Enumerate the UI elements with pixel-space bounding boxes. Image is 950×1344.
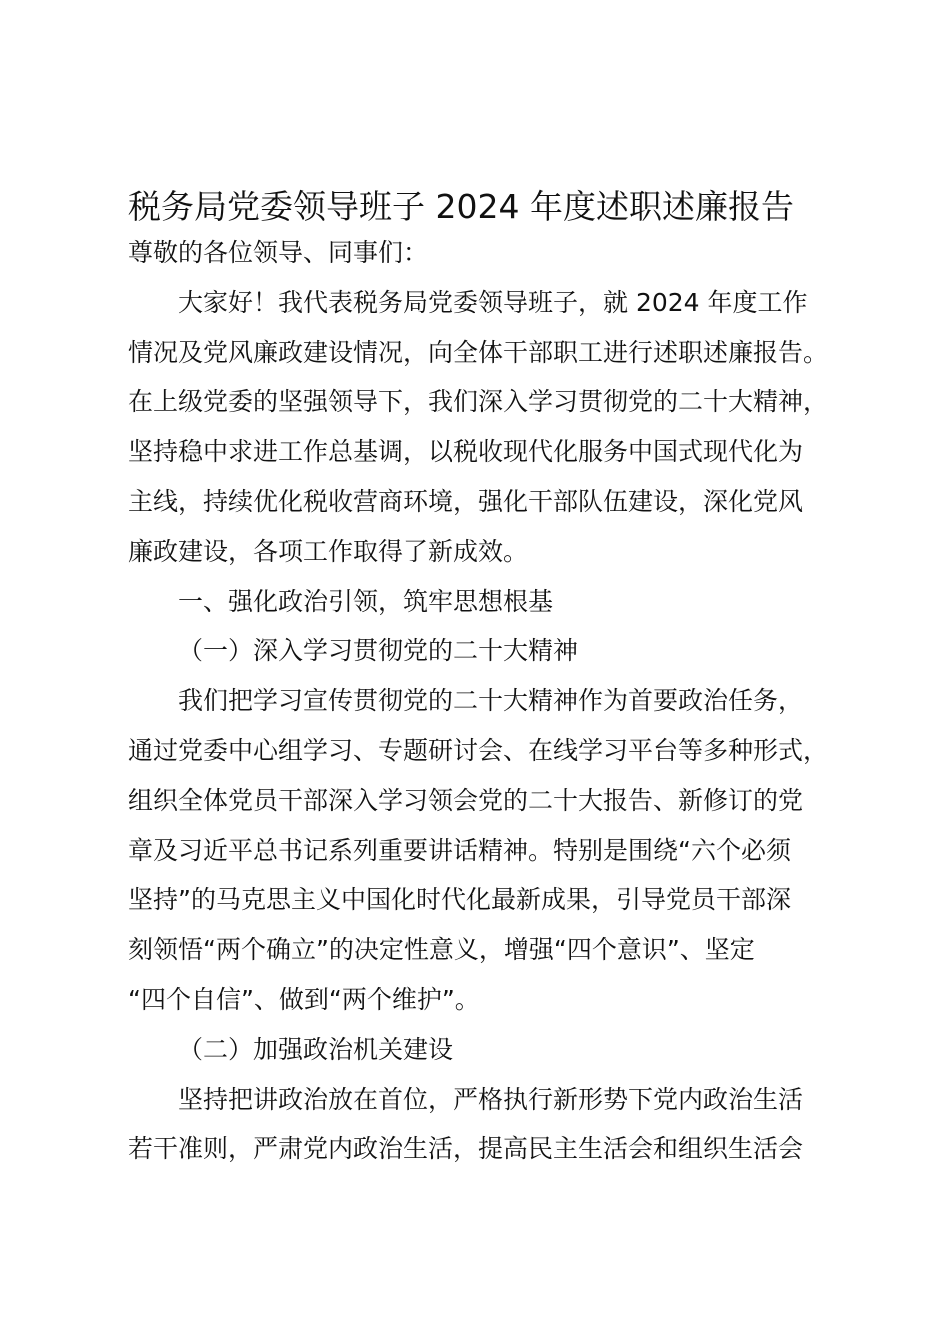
paragraph-line: 章及习近平总书记系列重要讲话精神。特别是围绕“六个必须 bbox=[128, 835, 791, 865]
subsection-heading: （二）加强政治机关建设 bbox=[178, 1034, 454, 1064]
paragraph-line: 坚持稳中求进工作总基调，以税收现代化服务中国式现代化为 bbox=[128, 437, 804, 467]
paragraph-line: 坚持”的马克思主义中国化时代化最新成果，引导党员干部深 bbox=[128, 885, 791, 915]
paragraph-line: “四个自信”、做到“两个维护”。 bbox=[128, 984, 480, 1014]
paragraph-line: 坚持把讲政治放在首位，严格执行新形势下党内政治生活 bbox=[178, 1084, 804, 1114]
paragraph-line: 刻领悟“两个确立”的决定性意义，增强“四个意识”、坚定 bbox=[128, 935, 755, 965]
document-title: 税务局党委领导班子 2024 年度述职述廉报告 bbox=[128, 187, 794, 226]
paragraph-line: 尊敬的各位领导、同事们： bbox=[128, 238, 429, 267]
paragraph-line: 若干准则，严肃党内政治生活，提高民主生活会和组织生活会 bbox=[128, 1134, 804, 1164]
paragraph-line: 大家好！我代表税务局党委领导班子，就 2024 年度工作 bbox=[178, 287, 808, 317]
paragraph-line: 情况及党风廉政建设情况，向全体干部职工进行述职述廉报告。 bbox=[128, 337, 829, 367]
paragraph-line: 在上级党委的坚强领导下，我们深入学习贯彻党的二十大精神， bbox=[128, 387, 829, 417]
paragraph-line: 主线，持续优化税收营商环境，强化干部队伍建设，深化党风 bbox=[128, 486, 804, 516]
paragraph-line: 通过党委中心组学习、专题研讨会、在线学习平台等多种形式， bbox=[128, 735, 829, 765]
section-heading: 一、强化政治引领，筑牢思想根基 bbox=[178, 586, 554, 616]
document-body bbox=[128, 228, 856, 1174]
subsection-heading: （一）深入学习贯彻党的二十大精神 bbox=[178, 636, 579, 666]
paragraph-line: 我们把学习宣传贯彻党的二十大精神作为首要政治任务， bbox=[178, 686, 804, 716]
paragraph-line: 组织全体党员干部深入学习领会党的二十大报告、新修订的党 bbox=[128, 785, 804, 815]
paragraph-line: 廉政建设，各项工作取得了新成效。 bbox=[128, 536, 529, 566]
